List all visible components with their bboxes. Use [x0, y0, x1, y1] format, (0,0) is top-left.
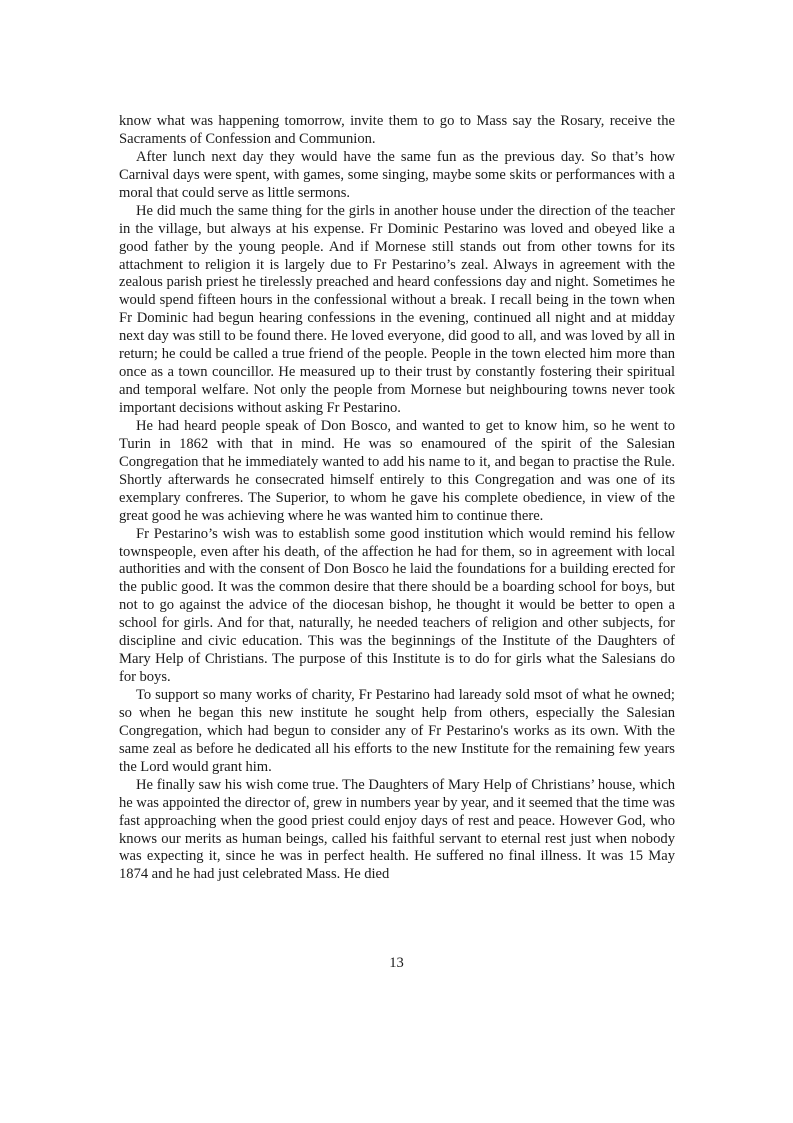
paragraph-wish-fulfilled: He finally saw his wish come true. The Daughters of Mary Help of Christians’ house, which he was appointed the director of, grew in numbers year by year, and it seemed that the time was fast approaching when the good priest could enjoy days of rest and peace. However God, who knows our merits as human beings, called his faithful servant to eternal rest just when nobody was expecting it, since he was in perfect health. He suffered no final illness. It was 15 May 1874 and he had just celebrated Mass. He died — [119, 776, 675, 883]
paragraph-pestarino-village: He did much the same thing for the girls in another house under the direction of the teacher in the village, but always at his expense. Fr Dominic Pestarino was loved and obeyed like a good father by the young people. And if Mornese still stands out from other towns for its attachment to religion it is largely due to Fr Pestarino’s zeal. Always in agreement with the zealous parish priest he tirelessly preached and heard confessions day and night. Sometimes he would spend fifteen hours in the confessional without a break. I recall being in the town when Fr Dominic had begun hearing confessions in the evening, continued all night and at midday next day was still to be found there. He loved everyone, did good to all, and was loved by all in return; he could be called a true friend of the people. People in the town elected him more than once as a town councillor. He measured up to their trust by constantly fostering their spiritual and temporal welfare. Not only the people from Mornese but neighbouring towns never took important decisions without asking Fr Pestarino. — [119, 202, 675, 416]
page-body — [119, 113, 675, 884]
paragraph-charity: To support so many works of charity, Fr Pestarino had laready sold msot of what he owned; so when he began this new institute he sought help from others, especially the Salesian Congregation, which had begun to consider any of Fr Pestarino's works as its own. With the same zeal as before he dedicated all his efforts to the new Institute for the remaining few years the Lord would grant him. — [119, 687, 675, 775]
paragraph-don-bosco: He had heard people speak of Don Bosco, and wanted to get to know him, so he went to Turin in 1862 with that in mind. He was so enamoured of the spirit of the Salesian Congregation that he immediately wanted to add his name to it, and began to practise the Rule. Shortly afterwards he consecrated himself entirely to this Congregation and was one of its exemplary confreres. The Superior, to whom he gave his complete obedience, in view of the great good he was achieving where he was wanted him to continue there. — [119, 417, 675, 524]
paragraph-continued: know what was happening tomorrow, invite them to go to Mass say the Rosary, receive the Sacraments of Confession and Communion. — [119, 113, 675, 147]
page-number: 13 — [389, 955, 404, 971]
paragraph-institution: Fr Pestarino’s wish was to establish some good institution which would remind his fellow townspeople, even after his death, of the affection he had for them, so in agreement with local authorities and with the consent of Don Bosco he laid the foundations for a building erected for the public good. It was the common desire that there should be a boarding school for boys, but not to go against the advice of the diocesan bishop, he thought it would be better to open a school for girls. And for that, naturally, he needed teachers of religion and other subjects, for discipline and civic education. This was the beginnings of the Institute of the Daughters of Mary Help of Christians. The purpose of this Institute is to do for girls what the Salesians do for boys. — [119, 525, 675, 686]
paragraph-carnival: After lunch next day they would have the same fun as the previous day. So that’s how Carnival days were spent, with games, some singing, maybe some skits or performances with a moral that could serve as little sermons. — [119, 148, 675, 201]
